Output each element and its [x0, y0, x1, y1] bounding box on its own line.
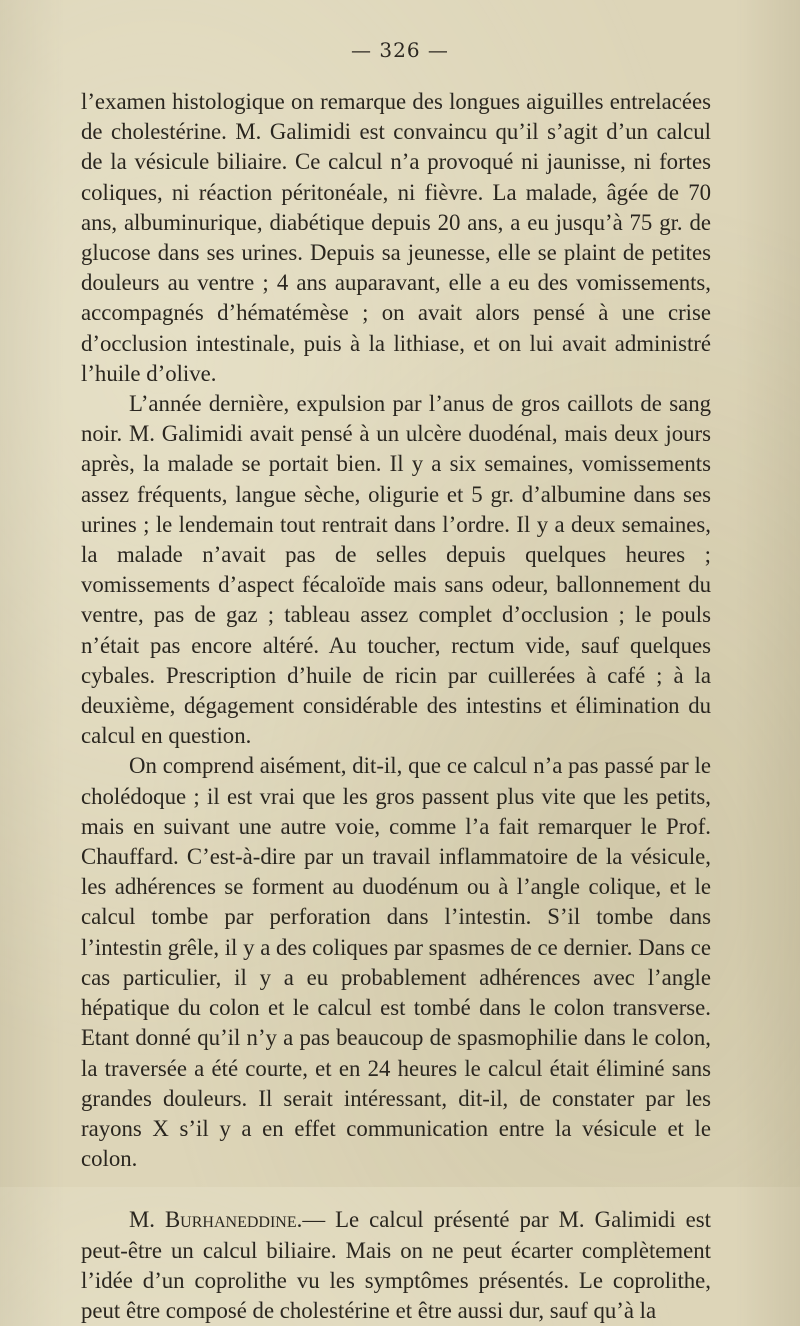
paragraph-4: [81, 1205, 711, 1326]
page-number: — 326 —: [351, 38, 449, 62]
speaker-name: M. Burhaneddine.: [129, 1207, 303, 1233]
paragraph-3: On comprend aisément, dit-il, que ce calcul n’a pas passé par le cholédoque ; il est vrai que les gros passent plus vite que les petits, mais en suivant une autre voie, comme l’a fait remarquer le Prof. Chauffard. C’est-à-dire par un travail inflammatoire de la vésicule, les adhérences se forment au duodénum ou à l’angle colique, et le calcul tombe par perforation dans l’intestin. S’il tombe dans l’intestin grêle, il y a des coliques par spasmes de ce dernier. Dans ce cas particulier, il y a eu probablement adhérences avec l’angle hépatique du colon et le calcul est tombé dans le colon transverse. Etant donné qu’il n’y a pas beaucoup de spasmophilie dans le colon, la traversée a été courte, et en 24 heures le calcul était éliminé sans grandes douleurs. Il serait intéressant, dit-il, de constater par les rayons X s’il y a en effet communication entre la vésicule et le colon.: [81, 753, 711, 1172]
paragraph-gap: [81, 1174, 711, 1205]
paragraph-1: l’examen histologique on remarque des longues aiguilles entrelacées de cholestérine. M. Galimidi est convaincu qu’il s’agit d’un calcul de la vésicule biliaire. Ce calcul n’a provoqué ni jaunisse, ni fortes coliques, ni réaction péritonéale, ni fièvre. La malade, âgée de 70 ans, albuminurique, diabétique depuis 20 ans, a eu jusqu’à 75 gr. de glucose dans ses urines. Depuis sa jeunesse, elle se plaint de petites douleurs au ventre ; 4 ans auparavant, elle a eu des vomissements, accompagnés d’hématémèse ; on avait alors pensé à une crise d’occlusion intestinale, puis à la lithiase, et on lui avait administré l’huile d’olive.: [81, 89, 711, 386]
paragraph-4-text: — Le calcul présenté par M. Galimidi est peut-être un calcul biliaire. Mais on ne peut écarter complètement l’idée d’un coprolithe vu les symptômes présentés. Le coprolithe, peut être composé de cholestérine et être aussi dur, sauf qu’à la: [81, 1207, 711, 1323]
body-text: [81, 87, 711, 1326]
paragraph-2: L’année dernière, expulsion par l’anus de gros caillots de sang noir. M. Galimidi avait pensé à un ulcère duodénal, mais deux jours après, la malade se portait bien. Il y a six semaines, vomissements assez fréquents, langue sèche, oligurie et 5 gr. d’albumine dans ses urines ; le lendemain tout rentrait dans l’ordre. Il y a deux semaines, la malade n’avait pas de selles depuis quelques heures ; vomissements d’aspect fécaloïde mais sans odeur, ballonnement du ventre, pas de gaz ; tableau assez complet d’occlusion ; le pouls n’était pas encore altéré. Au toucher, rectum vide, sauf quelques cybales. Prescription d’huile de ricin par cuillerées à café ; à la deuxième, dégagement considérable des intestins et élimination du calcul en question.: [81, 391, 711, 749]
